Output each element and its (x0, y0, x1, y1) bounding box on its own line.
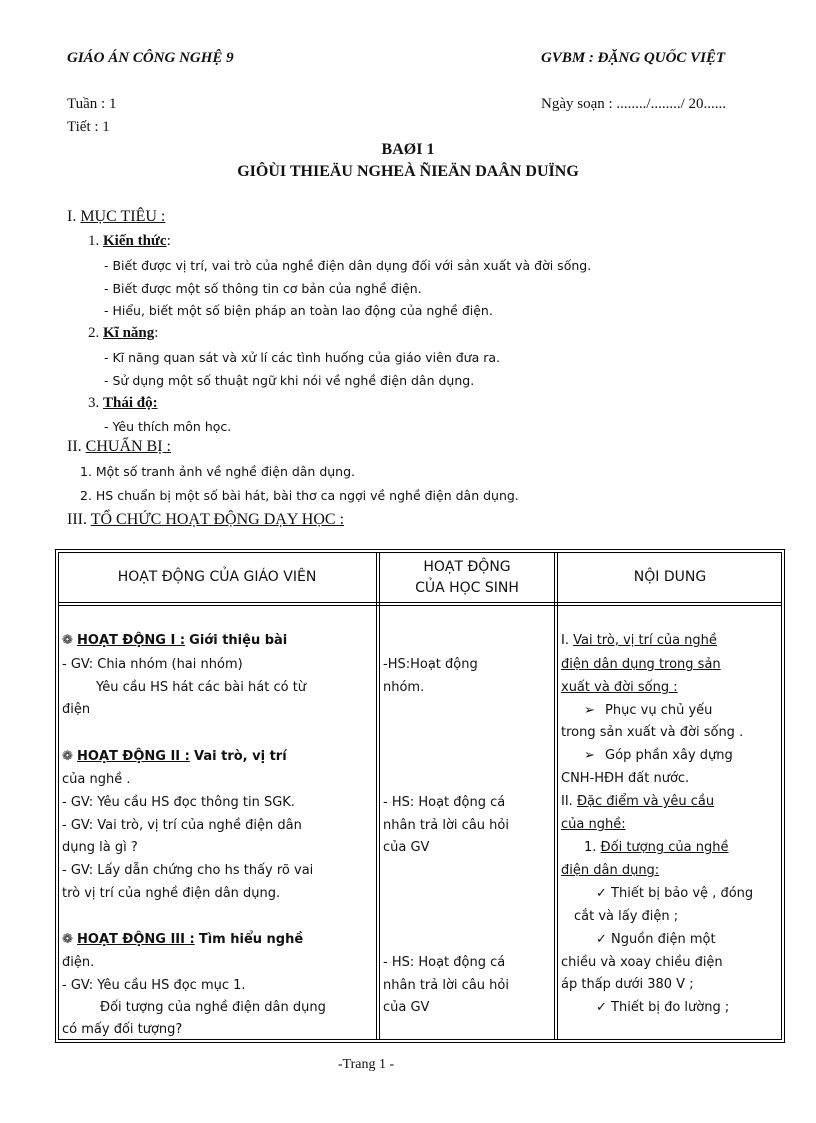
content-text: áp thấp dưới 380 V ; (561, 977, 694, 992)
teacher-text: - GV: Vai trò, vị trí của nghề điện dân (62, 818, 302, 833)
content-heading-1-cont: điện dân dụng trong sản (561, 657, 721, 672)
week-label: Tuần : 1 (67, 96, 117, 112)
header-teacher-name: GVBM : ĐẶNG QUỐC VIỆT (541, 50, 726, 66)
subsection-attitude: 3. Thái độ: (88, 395, 158, 411)
period-label: Tiết : 1 (67, 119, 110, 135)
activity-heading-2: ❁ HOẠT ĐỘNG II : Vai trò, vị trí (62, 749, 287, 764)
flower-bullet-icon: ❁ (62, 932, 73, 947)
skills-item: - Kĩ năng quan sát và xử lí các tình huống của giáo viên đưa ra. (104, 350, 500, 365)
content-bullet: ➢ Góp phần xây dựng (584, 748, 733, 763)
student-text: nhân trả lời câu hỏi (383, 978, 509, 993)
subsection-knowledge: 1. Kiến thức: (88, 233, 171, 249)
header-course-title: GIÁO ÁN CÔNG NGHỆ 9 (67, 50, 234, 66)
date-label: Ngày soạn : ......../......../ 20...... (541, 96, 726, 112)
page-number: -Trang 1 - (337, 1057, 395, 1072)
header-divider (58, 605, 782, 606)
column-divider (557, 552, 558, 1040)
column-header-student-line1: HOẠT ĐỘNG (423, 559, 511, 575)
content-text: cắt và lấy điện ; (574, 909, 679, 924)
activity-heading-2-cont: của nghề . (62, 772, 131, 787)
student-text: - HS: Hoạt động cá (383, 955, 506, 970)
teacher-text: - GV: Yêu cầu HS đọc thông tin SGK. (62, 795, 295, 810)
teacher-text: trò vị trí của nghề điện dân dụng. (62, 886, 281, 901)
knowledge-item: - Hiểu, biết một số biện pháp an toàn lao động của nghề điện. (104, 303, 493, 318)
activity-heading-3: ❁ HOẠT ĐỘNG III : Tìm hiểu nghề (62, 932, 304, 947)
teacher-text: - GV: Yêu cầu HS đọc mục 1. (62, 978, 246, 993)
content-heading-1: I. Vai trò, vị trí của nghề (561, 633, 717, 648)
column-divider (376, 552, 377, 1040)
subsection-skills: 2. Kĩ năng: (88, 325, 159, 341)
teacher-text: dụng là gì ? (62, 840, 138, 855)
activity-heading-3-cont: điện. (62, 955, 95, 970)
content-heading-2: II. Đặc điểm và yêu cầu (561, 794, 715, 809)
column-header-content: NỘI DUNG (633, 569, 707, 585)
teacher-text: có mấy đối tượng? (62, 1022, 183, 1037)
check-icon: ✓ (596, 1000, 607, 1015)
teacher-text: Đối tượng của nghề điện dân dụng (100, 1000, 326, 1015)
teacher-text: - GV: Lấy dẫn chứng cho hs thấy rõ vai (62, 863, 314, 878)
student-text: nhân trả lời câu hỏi (383, 818, 509, 833)
section-activities: III. TỔ CHỨC HOẠT ĐỘNG DẠY HỌC : (67, 511, 345, 528)
teacher-text: - GV: Chia nhóm (hai nhóm) (62, 657, 243, 672)
content-text: chiều và xoay chiều điện (561, 955, 723, 970)
content-check-item: ✓ Thiết bị bảo vệ , đóng (596, 886, 754, 901)
content-heading-2-cont: của nghề: (561, 817, 626, 832)
arrow-bullet-icon: ➢ (584, 748, 595, 763)
content-check-item: ✓ Nguồn điện một (596, 932, 716, 947)
skills-item: - Sử dụng một số thuật ngữ khi nói về nghề điện dân dụng. (104, 373, 475, 388)
content-check-item: ✓ Thiết bị đo lường ; (596, 1000, 730, 1015)
column-header-student-line2: CỦA HỌC SINH (415, 580, 519, 596)
student-text: -HS:Hoạt động (383, 657, 478, 672)
section-objectives: I. MỤC TIÊU : (67, 208, 166, 225)
content-heading-1-cont: xuất và đời sống : (561, 680, 678, 695)
check-icon: ✓ (596, 886, 607, 901)
header-divider (58, 602, 782, 603)
preparation-item: 2. HS chuẩn bị một số bài hát, bài thơ ca ngợi về nghề điện dân dụng. (80, 488, 519, 503)
content-text: CNH-HĐH đất nước. (561, 771, 690, 786)
content-heading-3: 1. Đối tượng của nghề (584, 840, 729, 855)
teacher-text: Yêu cầu HS hát các bài hát có từ (96, 680, 307, 695)
teacher-text: điện (62, 702, 91, 717)
content-bullet: ➢ Phục vụ chủ yếu (584, 703, 713, 718)
knowledge-item: - Biết được một số thông tin cơ bản của nghề điện. (104, 281, 422, 296)
flower-bullet-icon: ❁ (62, 633, 73, 648)
check-icon: ✓ (596, 932, 607, 947)
student-text: của GV (383, 1000, 430, 1015)
knowledge-item: - Biết được vị trí, vai trò của nghề điện dân dụng đối với sản xuất và đời sống. (104, 258, 592, 273)
column-divider (379, 552, 380, 1040)
attitude-item: - Yêu thích môn học. (104, 419, 232, 434)
arrow-bullet-icon: ➢ (584, 703, 595, 718)
student-text: - HS: Hoạt động cá (383, 795, 506, 810)
column-header-teacher: HOẠT ĐỘNG CỦA GIÁO VIÊN (117, 569, 317, 585)
lesson-title: GIÔÙI THIEÄU NGHEÀ ÑIEÄN DAÂN DUÏNG (237, 163, 579, 180)
preparation-item: 1. Một số tranh ảnh về nghề điện dân dụng. (80, 464, 356, 479)
column-divider (554, 552, 555, 1040)
content-heading-3-cont: điện dân dụng: (561, 863, 660, 878)
content-text: trong sản xuất và đời sống . (561, 725, 744, 740)
activity-heading-1: ❁ HOẠT ĐỘNG I : Giới thiệu bài (62, 633, 288, 648)
section-preparation: II. CHUẨN BỊ : (67, 438, 171, 455)
student-text: nhóm. (383, 680, 425, 695)
flower-bullet-icon: ❁ (62, 749, 73, 764)
lesson-number: BAØI 1 (381, 141, 435, 158)
student-text: của GV (383, 840, 430, 855)
